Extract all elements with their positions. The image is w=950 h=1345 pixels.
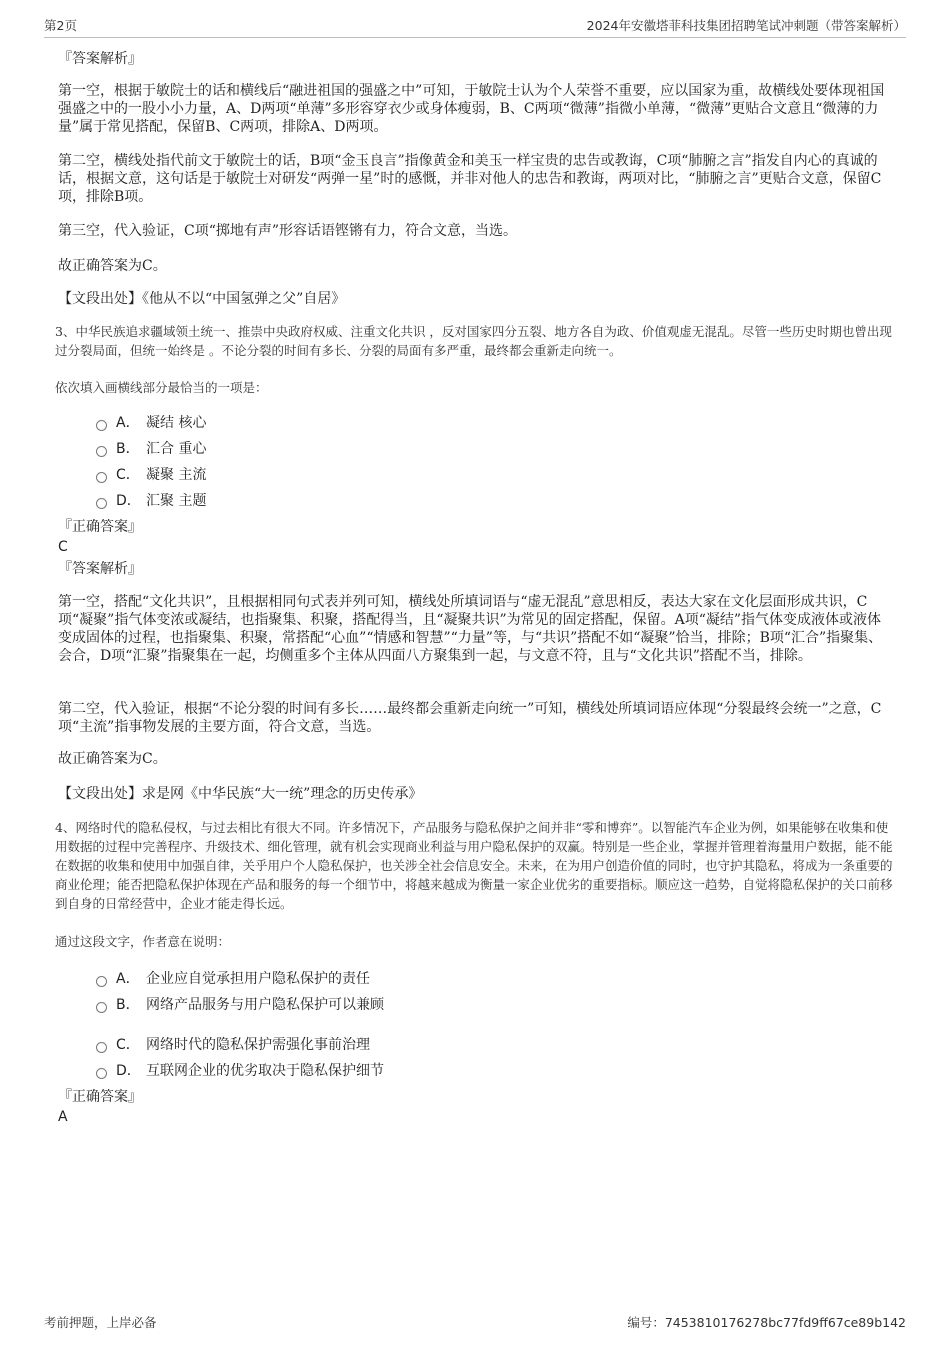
radio-icon[interactable] (96, 446, 107, 457)
radio-icon[interactable] (96, 498, 107, 509)
q2-analysis-para2: 第二空，横线处指代前文于敏院士的话，B项“金玉良言”指像黄金和美玉一样宝贵的忠告或教诲，C项“肺腑之言”指发自内心的真诚的话，根据文意，这句话是于敏院士对研发“两弹一星”时的感慨，并非对他人的忠告和教诲，两项对比，“肺腑之言”更贴合文意，保留C项，排除B项。 (58, 153, 882, 205)
radio-icon[interactable] (96, 420, 107, 431)
q2-analysis-para1: 第一空，根据于敏院士的话和横线后“融进祖国的强盛之中”可知，于敏院士认为个人荣誉不重要，应以国家为重，故横线处要体现祖国强盛之中的一股小小力量，A、D两项“单薄”多形容穿衣少或身体瘦弱，B、C两项“微薄”指微小单薄，“微薄”更贴合文意且“微薄的力量”属于常见搭配，保留B、C两项，排除A、D两项。 (58, 83, 885, 135)
q4-option-a[interactable]: A． 企业应自觉承担用户隐私保护的责任 (96, 970, 370, 988)
q4-prompt: 通过这段文字，作者意在说明： (55, 934, 231, 949)
q3-analysis-para2: 第二空，代入验证，根据“不论分裂的时间有多长……最终都会重新走向统一”可知，横线处所填词语应体现“分裂最终会统一”之意，C项“主流”指事物发展的主要方面，符合文意，当选。 (58, 701, 882, 735)
radio-icon[interactable] (96, 1002, 107, 1013)
q2-conclusion: 故正确答案为C。 (58, 258, 167, 274)
q3-source: 【文段出处】求是网《中华民族“大一统”理念的历史传承》 (58, 786, 423, 802)
q3-prompt: 依次填入画横线部分最恰当的一项是： (55, 380, 268, 395)
q3-answer-label: 『正确答案』 (58, 519, 142, 535)
q2-analysis-para3: 第三空，代入验证，C项“掷地有声”形容话语铿锵有力，符合文意，当选。 (58, 223, 518, 239)
q4-answer: A (58, 1109, 68, 1125)
q3-analysis-label: 『答案解析』 (58, 561, 142, 577)
page-number: 第2页 (44, 18, 77, 33)
q3-conclusion: 故正确答案为C。 (58, 751, 167, 767)
q3-option-c[interactable]: C． 凝聚 主流 (96, 466, 206, 484)
document-title: 2024年安徽塔菲科技集团招聘笔试冲刺题（带答案解析） (586, 18, 906, 33)
radio-icon[interactable] (96, 1042, 107, 1053)
q3-option-a[interactable]: A． 凝结 核心 (96, 414, 206, 432)
q4-option-d[interactable]: D． 互联网企业的优劣取决于隐私保护细节 (96, 1062, 384, 1080)
q3-answer: C (58, 539, 68, 555)
q4-stem: 4、网络时代的隐私侵权，与过去相比有很大不同。许多情况下，产品服务与隐私保护之间并非“零和博弈”。以智能汽车企业为例，如果能够在收集和使用数据的过程中完善程序、升级技术、细化管理，就有机会实现商业利益与用户隐私保护的双赢。特别是一些企业，掌握并管理着海量用户数据，能不能在数据的收集和使用中加强自律，关乎用户个人隐私保护，也关涉全社会信息安全。未来，在为用户创造价值的同时，也守护其隐私，将成为一条重要的商业伦理；能否把隐私保护体现在产品和服务的每一个细节中，将越来越成为衡量一家企业优劣的重要指标。顺应这一趋势，自觉将隐私保护的关口前移到自身的日常经营中，企业才能走得长远。 (55, 820, 893, 911)
q2-source: 【文段出处】《他从不以“中国氢弹之父”自居》 (58, 291, 346, 307)
document-id: 编号：7453810176278bc77fd9ff67ce89b142 (627, 1315, 906, 1330)
q3-analysis-para1: 第一空，搭配“文化共识”，且根据相同句式表并列可知，横线处所填词语与“虚无混乱”意思相反，表达大家在文化层面形成共识，C项“凝聚”指气体变浓或凝结，也指聚集、积聚，搭配得当，且“凝聚共识”为常见的固定搭配，保留。A项“凝结”指气体变成液体或液体变成固体的过程，也指聚集、积聚，常搭配“心血”“情感和智慧”“力量”等，与“共识”搭配不如“凝聚”恰当，排除；B项“汇合”指聚集、会合，D项“汇聚”指聚集在一起，均侧重多个主体从四面八方聚集到一起，与文意不符，且与“文化共识”搭配不当，排除。 (58, 594, 883, 664)
radio-icon[interactable] (96, 976, 107, 987)
footer-slogan: 考前押题，上岸必备 (44, 1315, 157, 1330)
q3-option-d[interactable]: D． 汇聚 主题 (96, 492, 206, 510)
page-header (44, 14, 906, 38)
radio-icon[interactable] (96, 472, 107, 483)
radio-icon[interactable] (96, 1068, 107, 1079)
q4-answer-label: 『正确答案』 (58, 1089, 142, 1105)
page-footer (44, 1313, 906, 1331)
q2-analysis-label: 『答案解析』 (58, 51, 142, 67)
q4-option-c[interactable]: C． 网络时代的隐私保护需强化事前治理 (96, 1036, 370, 1054)
q3-option-b[interactable]: B． 汇合 重心 (96, 440, 206, 458)
q3-stem: 3、中华民族追求疆域领土统一、推崇中央政府权威、注重文化共识 ，反对国家四分五裂、地方各自为政、价值观虚无混乱。尽管一些历史时期也曾出现过分裂局面，但统一始终是 。不论分裂的时间有多长、分裂的局面有多严重，最终都会重新走向统一。 (55, 324, 892, 358)
q4-option-b[interactable]: B． 网络产品服务与用户隐私保护可以兼顾 (96, 996, 384, 1014)
